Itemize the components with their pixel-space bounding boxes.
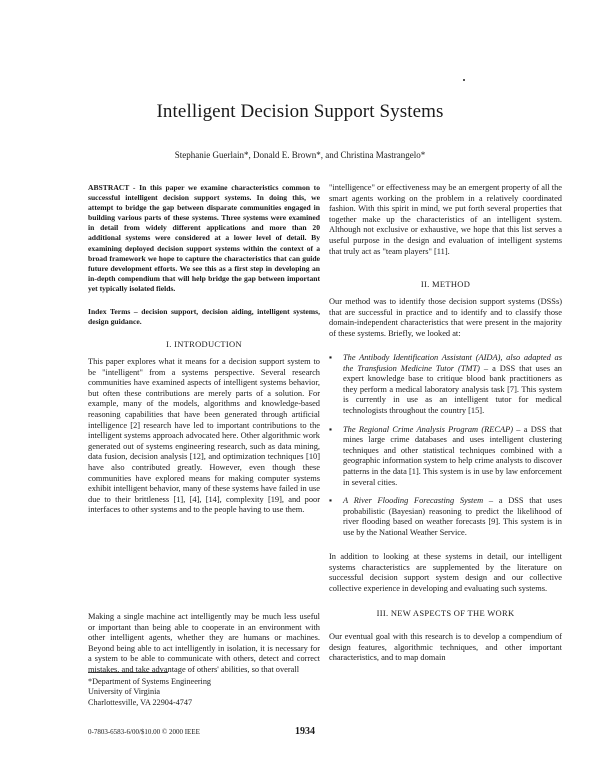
list-item-flood-forecasting bbox=[329, 496, 562, 538]
system-name: The Regional Crime Analysis Program (RECAP) bbox=[343, 424, 513, 434]
bullet-icon: ▪ bbox=[329, 424, 332, 434]
author-list: Stephanie Guerlain*, Donald E. Brown*, and Christina Mastrangelo* bbox=[174, 150, 426, 160]
section-heading-new-aspects: III. NEW ASPECTS OF THE WORK bbox=[376, 608, 515, 618]
copyright-line: 0-7803-6583-6/00/$10.00 © 2000 IEEE bbox=[88, 728, 200, 736]
section-heading-introduction: I. INTRODUCTION bbox=[166, 339, 242, 349]
system-description: – a DSS that uses an expert knowledge base to critique blood bank practitioners as they perform a medical laboratory analysis task [7]. This system is currently in use as an intelligent tutor for medical technologists throughout the country [15]. bbox=[343, 363, 562, 415]
system-description: – a DSS that uses probabilistic (Bayesian) reasoning to predict the likelihood of river flooding based on weather forecasts [9]. This system is in use by the National Weather Service. bbox=[343, 496, 562, 537]
method-paragraph: Our method was to identify those decision support systems (DSSs) that are successful in practice and to identify and to classify those domain-independent characteristics that were present in the majority of these systems. Briefly, we looked at: bbox=[329, 297, 562, 338]
footnote-line-department: *Department of Systems Engineering bbox=[88, 677, 212, 686]
introduction-paragraph-1: This paper explores what it means for a decision support system to be "intelligent" from a systems perspective. Several research communities have examined aspects of intelligent systems behavior, but often these contributions are merely parts of a solution. For example, many of the models, algorithms and knowledge-based reasoning capabilities that have been generated through artificial intelligence [2] research have led to important contributions to the intelligent systems approach advocated here. Other algorithmic work generated out of systems engineering research, such as data mining, data fusion, decision analysis [12], and optimization techniques [10] have also contributed greatly. However, even though these communities have explored means for making computer systems exhibit intelligent behavior, many of these systems have failed in use due to their brittleness [1], [4], [14], complexity [19], and poor interfaces to other systems and to the people having to use them. bbox=[88, 357, 320, 515]
bullet-icon: ▪ bbox=[329, 496, 332, 506]
index-terms: Index Terms – decision support, decision aiding, intelligent systems, design guidance. bbox=[88, 307, 320, 327]
system-description: – a DSS that mines large crime databases and uses intelligent clustering techniques and other statistical techniques combined with a geographic information system to help crime analysts to discover patterns in the data [1]. This system is in use by law enforcement in several cities. bbox=[343, 424, 563, 487]
systems-list bbox=[329, 353, 562, 547]
scan-speck bbox=[463, 79, 465, 81]
list-item-recap bbox=[329, 425, 562, 489]
system-name: A River Flooding Forecasting System bbox=[343, 496, 484, 506]
footnote-divider bbox=[88, 672, 168, 673]
introduction-continuation: "intelligence" or effectiveness may be an emergent property of all the smart agents working on the problem in a relatively coordinated fashion. With this spirit in mind, we put forth several properties that together make up the characteristics of an intelligent system. Although not exclusive or exhaustive, we hope that this list serves a useful purpose in the design and evaluation of intelligent systems that truly act as "team players" [11]. bbox=[329, 183, 562, 256]
system-name: The Antibody Identification Assistant (AIDA), also adapted as the Transfusion Medicine Tutor (TMT) bbox=[343, 353, 562, 373]
affiliation-footnote bbox=[88, 677, 320, 708]
abstract: ABSTRACT - In this paper we examine characteristics common to successful intelligent decision support systems. In doing this, we attempt to bridge the gap between disparate communities engaged in building various parts of these systems. Three systems were examined in detail from widely different applications and more than 20 additional systems were considered at a lower level of detail. By examining deployed decision support systems within the context of a broad framework we hope to capture the characteristics that can guide future development efforts. We see this as a first step in developing an in-depth compendium that will help bridge the gap between important yet typically isolated fields. bbox=[88, 183, 320, 293]
introduction-paragraph-2: Making a single machine act intelligently may be much less useful or important than being able to cooperate in an environment with other intelligent agents, whether they are humans or machines. Beyond being able to act intelligently in isolation, it is necessary for a system to be able to communicate with others, detect and correct mistakes, and take advantage of others' abilities, so that overall bbox=[88, 612, 320, 674]
footnote-line-address: Charlottesville, VA 22904-4747 bbox=[88, 697, 193, 707]
footnote-line-university: University of Virginia bbox=[88, 687, 160, 697]
page-number: 1934 bbox=[295, 726, 315, 737]
bullet-icon: ▪ bbox=[329, 353, 332, 362]
list-item-aida bbox=[329, 353, 562, 417]
new-aspects-paragraph: Our eventual goal with this research is to develop a compendium of design features, algorithmic techniques, and other important characteristics, and to map domain bbox=[329, 632, 562, 663]
section-heading-method: II. METHOD bbox=[420, 279, 471, 289]
method-summary-paragraph: In addition to looking at these systems in detail, our intelligent systems characteristics are supplemented by the literature on successful decision support system design and our collective collective experience in developing and evaluating such systems. bbox=[329, 552, 562, 593]
paper-title: Intelligent Decision Support Systems bbox=[156, 101, 444, 122]
